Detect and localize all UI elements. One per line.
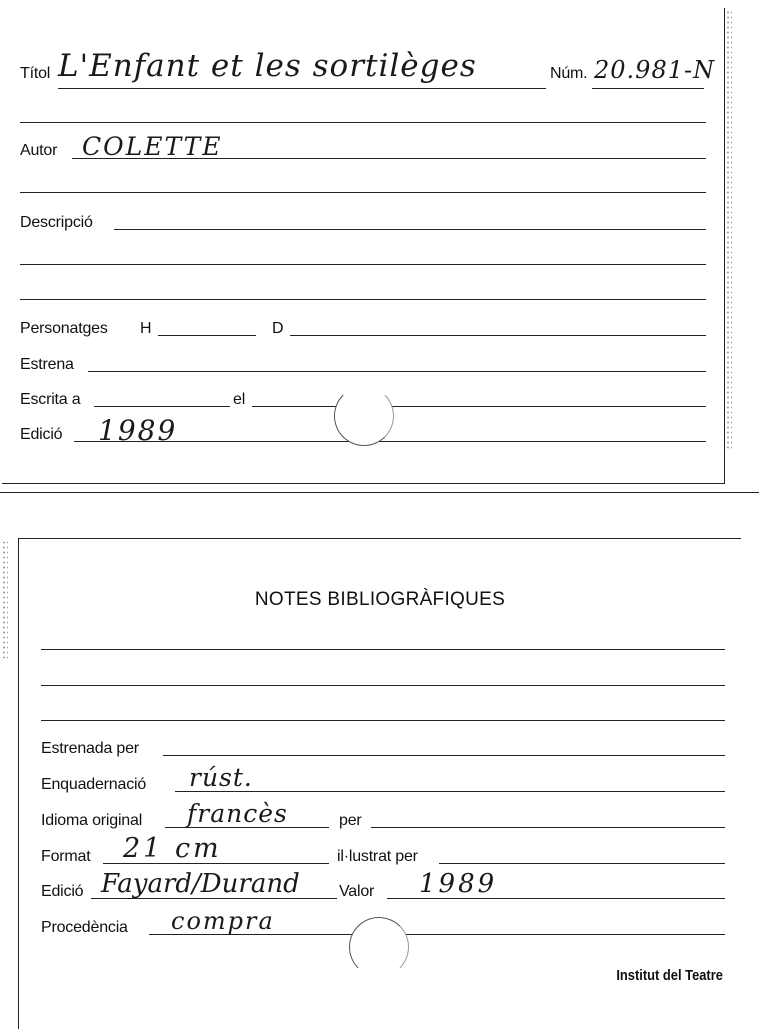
escrita-label: Escrita a (20, 391, 81, 408)
estrena-line (88, 371, 706, 372)
valor-label: Valor (339, 883, 375, 900)
estrenada-label: Estrenada per (41, 740, 139, 757)
procedencia-value: compra (171, 907, 275, 935)
procedencia-line-a (149, 934, 355, 935)
back-edicio-line (91, 898, 337, 899)
escrita-line (94, 406, 230, 407)
institut-footer: Institut del Teatre (616, 967, 723, 984)
blank-line-3 (20, 264, 706, 265)
format-line (103, 863, 329, 864)
illustrat-line (439, 863, 725, 864)
format-label: Format (41, 848, 91, 865)
titol-value: L'Enfant et les sortilèges (58, 48, 477, 84)
autor-value: COLETTE (82, 132, 223, 161)
back-edicio-label: Edició (41, 883, 84, 900)
format-value: 21 cm (123, 833, 222, 864)
notes-line-2 (41, 685, 725, 686)
num-line (592, 88, 704, 89)
h-line (158, 335, 256, 336)
autor-line (72, 158, 706, 159)
scan-edge-right (726, 10, 732, 450)
blank-line-1 (20, 122, 706, 123)
descripcio-label: Descripció (20, 214, 93, 231)
personatges-label: Personatges (20, 320, 108, 337)
el-line (252, 406, 706, 407)
per-label: per (339, 812, 362, 829)
per-line (371, 827, 725, 828)
valor-value: 1989 (419, 869, 498, 899)
procedencia-line-b (405, 934, 725, 935)
d-line (290, 335, 706, 336)
descripcio-line (114, 229, 706, 230)
valor-line (387, 898, 725, 899)
idioma-value: francès (187, 799, 288, 828)
enquadernacio-line (175, 791, 725, 792)
edicio-value: 1989 (98, 414, 178, 447)
scan-edge-left (2, 540, 8, 660)
autor-label: Autor (20, 142, 58, 159)
idioma-line (165, 827, 329, 828)
idioma-label: Idioma original (41, 812, 143, 829)
catalog-card-front (2, 8, 725, 484)
estrena-label: Estrena (20, 356, 74, 373)
num-value: 20.981-N (594, 56, 716, 84)
titol-line (58, 88, 546, 89)
blank-line-4 (20, 299, 706, 300)
back-edicio-value: Fayard/Durand (101, 869, 300, 899)
enquadernacio-label: Enquadernació (41, 776, 147, 793)
edicio-line (74, 441, 706, 442)
num-label: Núm. (550, 65, 588, 82)
catalog-card-back (18, 538, 741, 1029)
blank-line-2 (20, 192, 706, 193)
illustrat-label: il·lustrat per (337, 848, 418, 865)
h-label: H (140, 320, 152, 337)
estrenada-line (163, 755, 725, 756)
notes-heading: NOTES BIBLIOGRÀFIQUES (254, 589, 506, 610)
punch-hole-back (349, 917, 409, 977)
el-label: el (233, 391, 246, 408)
card-divider-line (0, 492, 759, 493)
notes-line-3 (41, 720, 725, 721)
edicio-label: Edició (20, 426, 63, 443)
notes-line-1 (41, 649, 725, 650)
enquadernacio-value: rúst. (189, 763, 253, 792)
titol-label: Títol (20, 65, 51, 82)
punch-hole-front (334, 386, 394, 446)
d-label: D (272, 320, 284, 337)
procedencia-label: Procedència (41, 919, 128, 936)
